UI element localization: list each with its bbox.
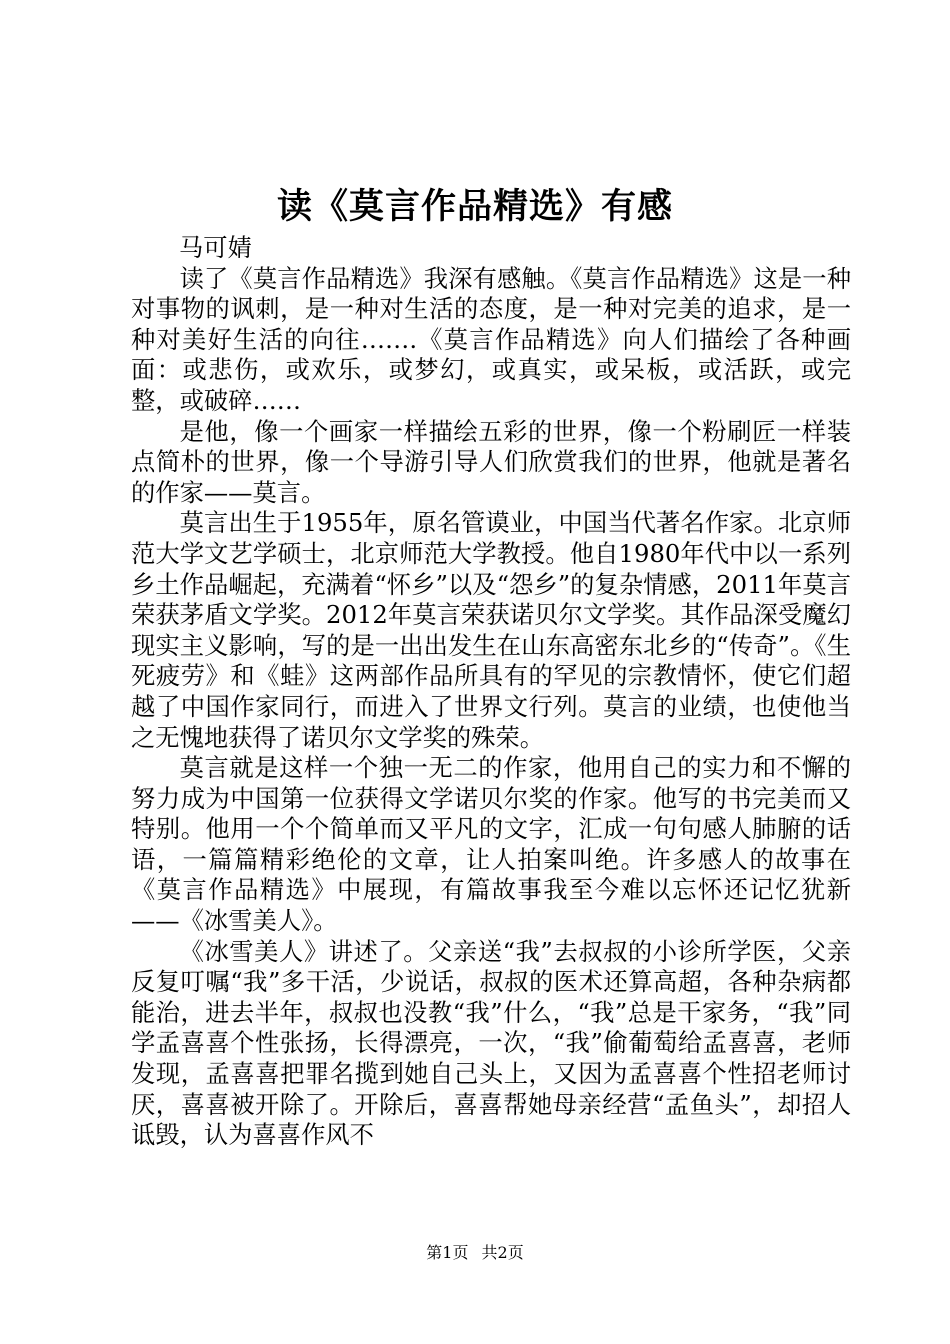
page-footer [0,1242,950,1264]
paragraph: 《冰雪美人》讲述了。父亲送“我”去叔叔的小诊所学医，父亲反复叮嘱“我”多干活，少说话，叔叔的医术还算高超，各种杂病都能治，进去半年，叔叔也没教“我”什么，“我”总是干家务，“我”同学孟喜喜个性张扬，长得漂亮，一次，“我”偷葡萄给孟喜喜，老师发现，孟喜喜把罪名揽到她自己头上，又因为孟喜喜个性招老师讨厌，喜喜被开除了。开除后，喜喜帮她母亲经营“孟鱼头”，却招人诋毁，认为喜喜作风不 [131,936,851,1150]
document-title: 读《莫言作品精选》有感 [276,186,673,227]
page-number-total: 共2页 [481,1243,524,1262]
page-number-current: 第1页 [426,1243,469,1262]
paragraph: 莫言出生于1955年，原名管谟业，中国当代著名作家。北京师范大学文艺学硕士，北京师范大学教授。他自1980年代中以一系列乡土作品崛起，充满着“怀乡”以及“怨乡”的复杂情感，2011年莫言荣获茅盾文学奖。2012年莫言荣获诺贝尔文学奖。其作品深受魔幻现实主义影响，写的是一出出发生在山东高密东北乡的“传奇”。《生死疲劳》和《蛙》这两部作品所具有的罕见的宗教情怀，使它们超越了中国作家同行，而进入了世界文行列。莫言的业绩，也使他当之无愧地获得了诺贝尔文学奖的殊荣。 [131,508,851,752]
document-body [131,233,851,1151]
paragraph: 莫言就是这样一个独一无二的作家，他用自己的实力和不懈的努力成为中国第一位获得文学诺贝尔奖的作家。他写的书完美而又特别。他用一个个简单而又平凡的文字，汇成一句句感人肺腑的话语，一篇篇精彩绝伦的文章，让人拍案叫绝。许多感人的故事在《莫言作品精选》中展现，有篇故事我至今难以忘怀还记忆犹新——《冰雪美人》。 [131,753,851,936]
author-name: 马可婧 [179,233,252,262]
paragraph: 是他，像一个画家一样描绘五彩的世界，像一个粉刷匠一样装点简朴的世界，像一个导游引导人们欣赏我们的世界，他就是著名的作家——莫言。 [131,416,851,507]
paragraph: 读了《莫言作品精选》我深有感触。《莫言作品精选》这是一种对事物的讽刺，是一种对生活的态度，是一种对完美的追求，是一种对美好生活的向往…….《莫言作品精选》向人们描绘了各种画面：或悲伤，或欢乐，或梦幻，或真实，或呆板，或活跃，或完整，或破碎…… [131,263,851,415]
